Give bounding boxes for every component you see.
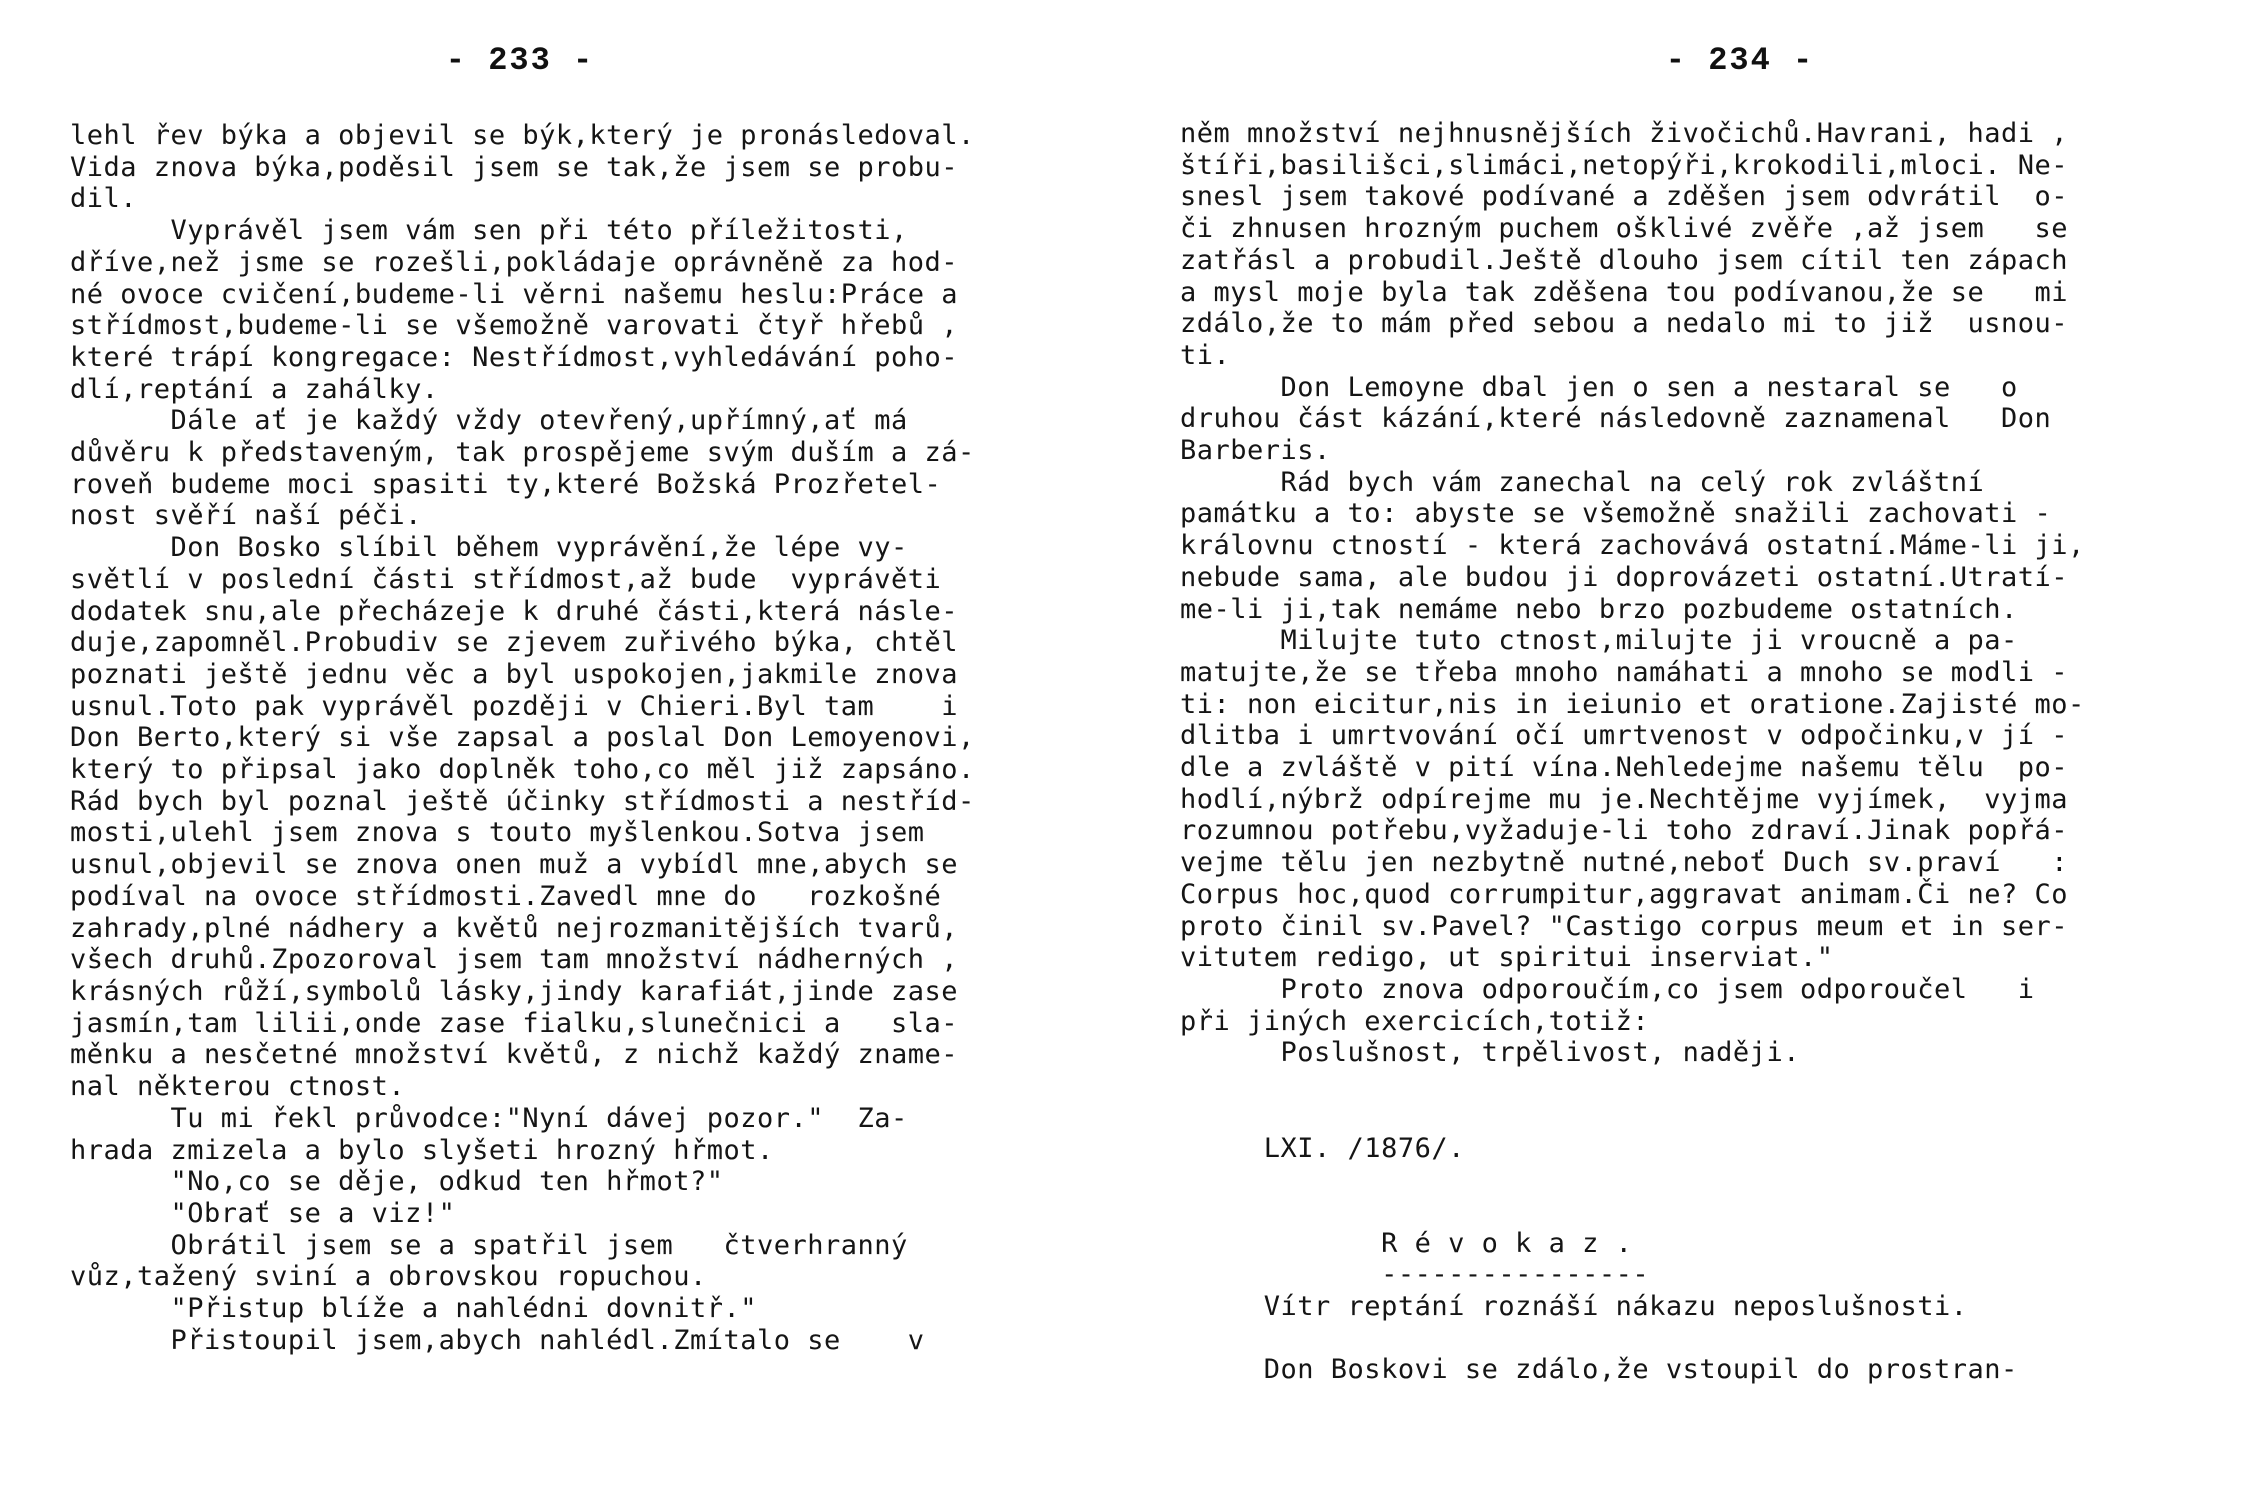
text-line: královnu ctností - která zachovává ostatní.Máme-li ji, — [1180, 530, 2085, 562]
text-line: Proto znova odporoučím,co jsem odporoučel i — [1180, 973, 2035, 1005]
text-line — [1180, 1323, 2220, 1355]
text-line: dlitba i umrtvování očí umrtvenost v odpočinku,v jí - — [1180, 720, 2069, 752]
text-line: roveň budeme moci spasiti ty,které Božská Prozřetel- — [70, 468, 942, 500]
text-line: ti. — [1180, 339, 1231, 371]
text-line: R é v o k a z . — [1180, 1227, 1633, 1259]
text-line: dil. — [70, 183, 138, 215]
text-line: Rád bych byl poznal ještě účinky střídmosti a nestříd- — [70, 785, 975, 817]
text-line: dlí,reptání a zahálky. — [70, 373, 439, 405]
text-line: při jiných exercicích,totiž: — [1180, 1005, 1650, 1037]
text-line: lehl řev býka a objevil se býk,který je pronásledoval. — [70, 120, 975, 151]
text-line: Don Bosko slíbil během vyprávění,že lépe vy- — [70, 532, 908, 564]
text-line: Rád bych vám zanechal na celý rok zvláštní — [1180, 466, 1985, 498]
left-page — [70, 0, 1090, 1500]
text-line: Vítr reptání roznáší nákazu neposlušnosti. — [1180, 1291, 1968, 1323]
text-line: mosti,ulehl jsem znova s touto myšlenkou.Sotva jsem — [70, 817, 925, 849]
text-line: nal některou ctnost. — [70, 1071, 406, 1103]
text-line: hodlí,nýbrž odpírejme mu je.Nechtějme vyjímek, vyjma — [1180, 783, 2069, 815]
text-line: ---------------- — [1180, 1259, 1650, 1291]
text-line: podíval na ovoce střídmosti.Zavedl mne do rozkošné — [70, 880, 942, 912]
text-line: vejme tělu jen nezbytně nutné,neboť Duch sv.praví : — [1180, 847, 2069, 879]
text-line: Barberis. — [1180, 435, 1331, 467]
text-line: "Přistup blíže a nahlédni dovnitř." — [70, 1293, 757, 1325]
text-line: světlí v poslední části střídmost,až bude vyprávěti — [70, 563, 942, 595]
text-line: LXI. /1876/. — [1180, 1132, 1465, 1164]
text-line: dodatek snu,ale přecházeje k druhé části,která násle- — [70, 595, 959, 627]
text-line: rozumnou potřebu,vyžaduje-li toho zdraví.Jinak popřá- — [1180, 815, 2069, 847]
text-line: snesl jsem takové podívané a zděšen jsem odvrátil o- — [1180, 181, 2069, 213]
text-line: památku a to: abyste se všemožně snažili zachovati - — [1180, 498, 2052, 530]
page-text — [1180, 118, 2220, 1386]
text-line: jasmín,tam lilii,onde zase fialku,slunečnici a sla- — [70, 1007, 959, 1039]
text-line: Milujte tuto ctnost,milujte ji vroucně a pa- — [1180, 625, 2018, 657]
text-line: který to připsal jako doplněk toho,co měl již zapsáno. — [70, 754, 975, 786]
text-line — [1180, 1196, 2220, 1228]
text-line: ti: non eicitur,nis in ieiunio et oratione.Zajisté mo- — [1180, 688, 2085, 720]
text-line: krásných růží,symbolů lásky,jindy karafiát,jinde zase — [70, 975, 959, 1007]
text-line: nost svěří naší péči. — [70, 500, 422, 532]
text-line: či zhnusen hrozným puchem ošklivé zvěře ,až jsem se — [1180, 213, 2069, 245]
text-line: Corpus hoc,quod corrumpitur,aggravat animam.Či ne? Co — [1180, 878, 2069, 910]
text-line: Don Berto,který si vše zapsal a poslal Don Lemoyenovi, — [70, 722, 975, 754]
text-line: měnku a nesčetné množství květů, z nichž každý zname- — [70, 1039, 959, 1071]
text-line: střídmost,budeme-li se všemožně varovati čtyř hřebů , — [70, 310, 959, 342]
text-line: Don Lemoyne dbal jen o sen a nestaral se o — [1180, 371, 2018, 403]
text-line: vitutem redigo, ut spiritui inserviat." — [1180, 942, 1834, 974]
text-line: matujte,že se třeba mnoho namáhati a mnoho se modli - — [1180, 656, 2069, 688]
text-line: Obrátil jsem se a spatřil jsem čtverhranný — [70, 1229, 908, 1261]
text-line: Vida znova býka,poděsil jsem se tak,že jsem se probu- — [70, 151, 959, 183]
text-line: štíři,basilišci,slimáci,netopýři,krokodili,mloci. Ne- — [1180, 149, 2069, 181]
text-line: duje,zapomněl.Probudiv se zjevem zuřivého býka, chtěl — [70, 627, 959, 659]
text-line: usnul.Toto pak vyprávěl později v Chieri.Byl tam i — [70, 690, 959, 722]
text-line: a mysl moje byla tak zděšena tou podívanou,že se mi — [1180, 276, 2069, 308]
text-line: proto činil sv.Pavel? "Castigo corpus meum et in ser- — [1180, 910, 2069, 942]
text-line: hrada zmizela a bylo slyšeti hrozný hřmot. — [70, 1134, 774, 1166]
text-line: nebude sama, ale budou ji doprovázeti ostatní.Utratí- — [1180, 561, 2069, 593]
text-line: zdálo,že to mám před sebou a nedalo mi to již usnou- — [1180, 308, 2069, 340]
text-line: zatřásl a probudil.Ještě dlouho jsem cítil ten zápach — [1180, 244, 2069, 276]
text-line: "No,co se děje, odkud ten hřmot?" — [70, 1166, 724, 1198]
text-line: dříve,než jsme se rozešli,pokládaje oprávněně za hod- — [70, 246, 959, 278]
page-number: - 233 - — [445, 42, 595, 79]
text-line: všech druhů.Zpozoroval jsem tam množství nádherných , — [70, 944, 959, 976]
text-line: Vyprávěl jsem vám sen při této příležitosti, — [70, 215, 908, 247]
text-line: které trápí kongregace: Nestřídmost,vyhledávání poho- — [70, 341, 959, 373]
text-line: něm množství nejhnusnějších živočichů.Havrani, hadi , — [1180, 118, 2069, 149]
text-line: "Obrať se a viz!" — [70, 1197, 456, 1229]
text-line: zahrady,plné nádhery a květů nejrozmanitějších tvarů, — [70, 912, 959, 944]
text-line: druhou část kázání,které následovně zaznamenal Don — [1180, 403, 2052, 435]
right-page — [1180, 0, 2220, 1500]
text-line: Přistoupil jsem,abych nahlédl.Zmítalo se v — [70, 1324, 925, 1356]
text-line: vůz,tažený sviní a obrovskou ropuchou. — [70, 1261, 707, 1293]
text-line: dle a zvláště v pití vína.Nehledejme našemu tělu po- — [1180, 752, 2069, 784]
text-line: me-li ji,tak nemáme nebo brzo pozbudeme ostatních. — [1180, 593, 2018, 625]
text-line: Dále ať je každý vždy otevřený,upřímný,ať má — [70, 405, 908, 437]
page-number: - 234 - — [1665, 42, 1815, 79]
text-line: né ovoce cvičení,budeme-li věrni našemu heslu:Práce a — [70, 278, 959, 310]
text-line — [1180, 1164, 2220, 1196]
text-line: důvěru k představeným, tak prospějeme svým duším a zá- — [70, 437, 975, 469]
text-line: poznati ještě jednu věc a byl uspokojen,jakmile znova — [70, 658, 959, 690]
text-line — [1180, 1101, 2220, 1133]
text-line: usnul,objevil se znova onen muž a vybídl mne,abych se — [70, 849, 959, 881]
text-line: Poslušnost, trpělivost, naději. — [1180, 1037, 1800, 1069]
text-line — [1180, 1069, 2220, 1101]
page-text — [70, 120, 1090, 1356]
text-line: Tu mi řekl průvodce:"Nyní dávej pozor." Za- — [70, 1102, 908, 1134]
text-line: Don Boskovi se zdálo,že vstoupil do prostran- — [1180, 1354, 2018, 1386]
